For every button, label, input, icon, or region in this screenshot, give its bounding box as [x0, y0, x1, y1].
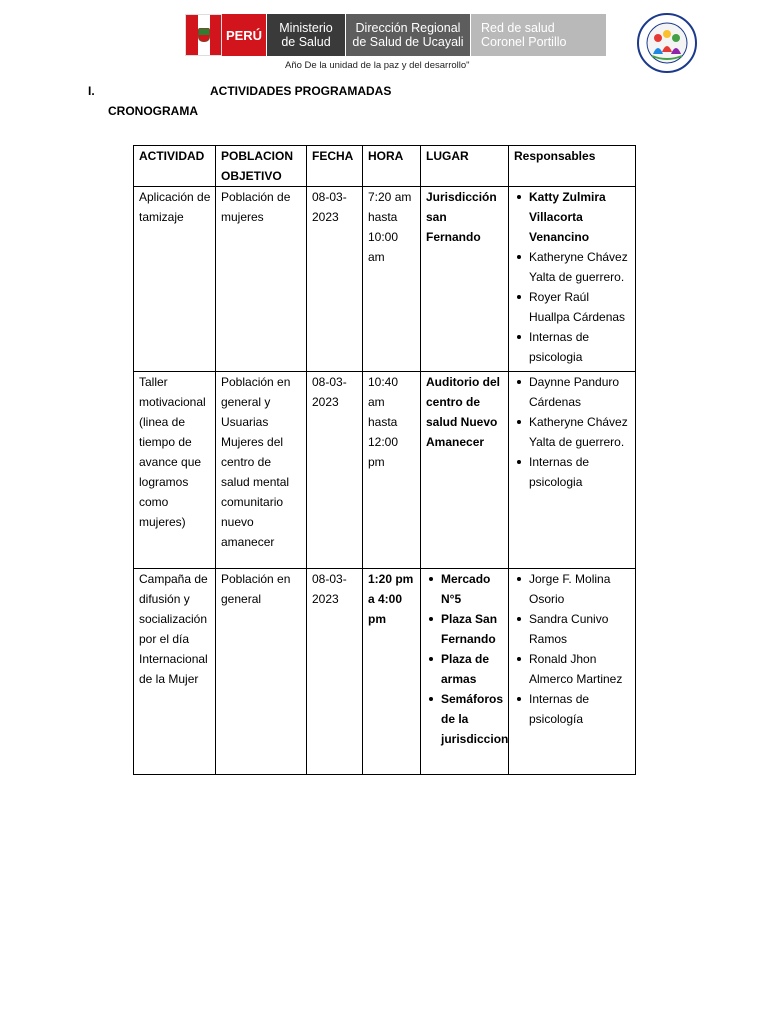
section-number: I.: [88, 84, 95, 98]
cell-actividad: Campaña de difusión y socialización por el día Internacional de la Mujer: [134, 569, 216, 775]
cell-fecha: 08-03-2023: [307, 372, 363, 569]
red-salud-label: Red de salud Coronel Portillo: [470, 14, 606, 56]
cell-actividad: Taller motivacional (linea de tiempo de avance que logramos como mujeres): [134, 372, 216, 569]
cell-responsables: [509, 569, 636, 775]
cell-actividad: Aplicación de tamizaje: [134, 187, 216, 372]
nuevo-amanecer-logo-icon: [634, 12, 700, 74]
cell-hora: 10:40 am hasta 12:00 pm: [363, 372, 421, 569]
header-fecha: FECHA: [307, 146, 363, 187]
cell-hora: 7:20 am hasta 10:00 am: [363, 187, 421, 372]
list-item: Katty Zulmira Villacorta Venancino: [529, 187, 631, 247]
list-item: Jorge F. Molina Osorio: [529, 569, 631, 609]
list-item: Sandra Cunivo Ramos: [529, 609, 631, 649]
section-subtitle: CRONOGRAMA: [108, 104, 198, 118]
cell-responsables: [509, 187, 636, 372]
table-row: [134, 187, 636, 372]
header-poblacion: POBLACION OBJETIVO: [216, 146, 307, 187]
list-item: Ronald Jhon Almerco Martinez: [529, 649, 631, 689]
table-row: [134, 569, 636, 775]
schedule-table: [133, 145, 636, 775]
cell-poblacion: Población en general: [216, 569, 307, 775]
cell-poblacion: Población en general y Usuarias Mujeres del centro de salud mental comunitario nuevo amanecer: [216, 372, 307, 569]
slogan: Año De la unidad de la paz y del desarrollo": [285, 60, 470, 71]
peru-coat-of-arms-icon: [185, 14, 222, 56]
cell-lugar: [421, 569, 509, 775]
cell-fecha: 08-03-2023: [307, 569, 363, 775]
cell-responsables: [509, 372, 636, 569]
cell-lugar: Jurisdicción san Fernando: [421, 187, 509, 372]
peru-label: PERÚ: [222, 14, 266, 56]
list-item: Royer Raúl Huallpa Cárdenas: [529, 287, 631, 327]
list-item: Plaza San Fernando: [441, 609, 504, 649]
list-item: Semáforos de la jurisdiccion: [441, 689, 504, 749]
list-item: Katheryne Chávez Yalta de guerrero.: [529, 412, 631, 452]
list-item: Mercado N°5: [441, 569, 504, 609]
header-responsables: Responsables: [509, 146, 636, 187]
direccion-label: Dirección Regional de Salud de Ucayali: [345, 14, 470, 56]
list-item: Katheryne Chávez Yalta de guerrero.: [529, 247, 631, 287]
table-row: [134, 372, 636, 569]
cell-lugar: Auditorio del centro de salud Nuevo Amanecer: [421, 372, 509, 569]
list-item: Internas de psicologia: [529, 452, 631, 492]
header-lugar: LUGAR: [421, 146, 509, 187]
table-header-row: [134, 146, 636, 187]
list-item: Daynne Panduro Cárdenas: [529, 372, 631, 412]
cell-poblacion: Población de mujeres: [216, 187, 307, 372]
cell-hora: 1:20 pm a 4:00 pm: [363, 569, 421, 775]
header-banner: [185, 14, 606, 56]
list-item: Internas de psicología: [529, 689, 631, 729]
header-actividad: ACTIVIDAD: [134, 146, 216, 187]
ministerio-label: Ministerio de Salud: [266, 14, 345, 56]
cell-fecha: 08-03-2023: [307, 187, 363, 372]
section-title: ACTIVIDADES PROGRAMADAS: [210, 84, 392, 98]
header-hora: HORA: [363, 146, 421, 187]
list-item: Internas de psicologia: [529, 327, 631, 367]
list-item: Plaza de armas: [441, 649, 504, 689]
